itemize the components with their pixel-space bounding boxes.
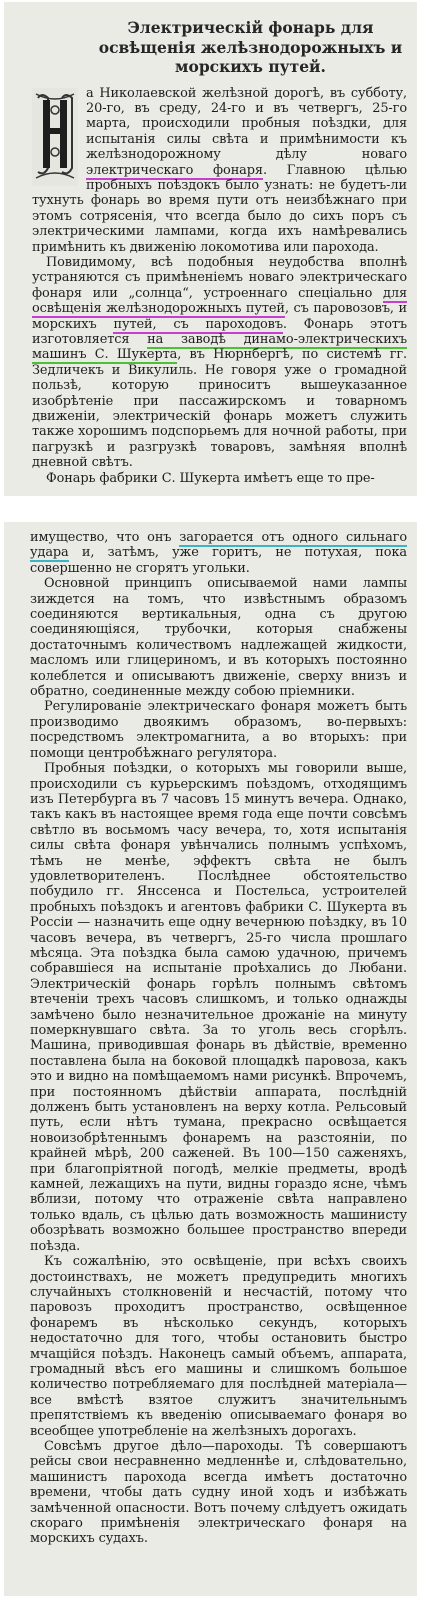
p1-text-a: а Николаевской желѣзной дорогѣ, въ субботу, 20-го, въ среду, 24-го и въ четвергъ, 25-го марта, происходили пробныя поѣздки, для испытанія силы свѣта и примѣнимости къ желѣзнодорожному дѣлу новаго <box>86 85 407 163</box>
paragraph-3-start: Фонарь фабрики С. Шукерта имѣетъ еще то пре- <box>46 470 375 486</box>
p2-text-a: Повидимому, всѣ подобныя неудобства вполнѣ устраняются съ примѣненіемъ новаго электрическаго фонаря или „солнца“, устроеннаго спеціально <box>32 254 407 301</box>
paragraph-2 <box>32 255 407 471</box>
paragraph-drawbacks: Къ сожалѣнію, это освѣщеніе, при всѣхъ своихъ достоинствахъ, не можетъ предупредить многихъ случайныхъ столкновеній и несчастій, потому что паровозъ проходитъ пространство, освѣщенное фонаремъ въ нѣсколько секундъ, которыхъ недостаточно для того, чтобы остановить быстро мчащійся поѣздъ. Наконецъ самый объемъ, аппарата, громадный вѣсъ его машины и слишкомъ большое количество потребляемаго для послѣдней матеріала—все вмѣстѣ взятое служитъ значительнымъ препятствіемъ къ введенію описываемаго фонаря во всеобщее употребленіе на желѣзныхъ дорогахъ. <box>30 1254 407 1439</box>
paragraph-test-runs: Пробныя поѣздки, о которыхъ мы говорили выше, происходили съ курьерскимъ поѣздомъ, отходящимъ изъ Петербурга въ 7 часовъ 15 минутъ вечера. Однако, такъ какъ въ настоящее время года еще почти совсѣмъ свѣтло въ восьмомъ часу вечера, то, хотя испытанія силы свѣта фонаря увѣнчались полнымъ успѣхомъ, тѣмъ не менѣе, эффектъ свѣта не былъ удовлетворителенъ. Послѣднее обстоятельство побудило гг. Янссенса и Постельса, устроителей пробныхъ поѣздокъ и агентовъ фабрики С. Шукерта въ Россіи — назначить еще одну вечернюю поѣздку, въ 10 часовъ вечера, въ четвергъ, 25-го числа прошлаго мѣсяца. Эта поѣздка была самою удачною, причемъ собравшіеся на испытаніе проѣхались до Любани. Электрическій фонарь горѣлъ полнымъ свѣтомъ втеченіи трехъ часовъ слишкомъ, и только однажды замѣчено было незначительное дрожаніе на минуту померкнувшаго свѣта. За то уголь весь сгорѣлъ. Машина, приводившая фонарь въ дѣйствіе, временно поставлена была на боковой площадкѣ паровоза, какъ это и видно на помѣщаемомъ нами рисункѣ. Впрочемъ, при постоянномъ дѣйствіи аппарата, послѣдній долженъ быть установленъ на верху котла. Рельсовый путь, если нѣтъ тумана, прекрасно освѣщается новоизобрѣтеннымъ фонаремъ на разстояніи, по крайней мѣрѣ, 200 саженей. Въ 100—150 саженяхъ, при благопріятной погодѣ, мелкіе предметы, вродѣ камней, лежащихъ на пути, видны гораздо ясне, чѣмъ вблизи, потому что отраженіе свѣта направлено только вдаль, съ цѣлью дать возможность машинисту обозрѣвать возможно большее пространство впереди поѣзда. <box>30 761 407 1254</box>
highlight-schuckert-factory: на заводѣ динамо-электрическихъ машинъ С. Шукерта <box>32 332 407 363</box>
paragraph-continuation <box>30 530 407 576</box>
p2-text-b: , съ паровозовъ, и морскихъ <box>32 301 408 332</box>
article-clipping-top <box>4 2 417 496</box>
highlight-electric-lantern: электрическаго фонаря <box>86 162 263 178</box>
paragraph-regulation: Регулированіе электрическаго фонаря можетъ быть производимо двоякимъ образомъ, во-первыхъ: посредствомъ электромагнита, а во вторыхъ: при помощи центробѣжнаго регулятора. <box>30 699 407 761</box>
svg-text:Н: Н <box>50 135 60 147</box>
p4-text-b: и, затѣмъ, уже горитъ, не потухая, пока совершенно не сгорятъ угольки. <box>30 545 407 576</box>
highlight-railway-lighting: для освѣщенія желѣзнодорожныхъ путей <box>32 285 407 317</box>
paragraph-steamers: Совсѣмъ другое дѣло—пароходы. Тѣ совершаютъ рейсы свои несравненно медленнѣе и, слѣдовательно, машинистъ парохода всегда имѣетъ достаточно времени, чтобы дать судну иной ходъ и избѣжать замѣченной опасности. Вотъ почему слѣдуетъ ожидать скораго примѣненія электрическаго фонаря на морскихъ судахъ. <box>30 1438 407 1547</box>
article-body-bottom <box>30 530 407 1547</box>
article-body-top <box>32 86 407 487</box>
paragraph-principle: Основной принципъ описываемой нами лампы зиждется на томъ, что извѣстнымъ образомъ соединяются вертикальныя, одна съ другою соединяющіяся, трубочки, которыя снабжены достаточнымъ количествомъ надлежащей жидкости, масломъ или глицериномъ, и въ которыхъ постоянно колеблется и описываютъ движеніе, сверху внизъ и обратно, соединенные между собою пріемники. <box>30 576 407 700</box>
article-clipping-bottom <box>4 522 417 1596</box>
article-title: Электрическій фонарь для освѣщенія желѣзнодорожныхъ и морскихъ путей. <box>98 18 403 76</box>
p4-text-a: имущество, что онъ <box>30 530 172 545</box>
highlight-strong-strike: загорается отъ одного сильнаго удара <box>30 530 408 561</box>
p1-text-b: . Главною цѣлью пробныхъ поѣздокъ было узнать: не будетъ-ли тухнуть фонарь во время пути отъ неизбѣжнаго при этомъ сотрясенія, что всегда было до сихъ поръ съ электрическими лампами, когда ихъ намѣревались примѣнить къ движенію локомотива или парохода. <box>32 162 407 255</box>
highlight-steamer-routes: путей, съ пароходовъ <box>113 316 283 332</box>
paragraph-1 <box>32 86 407 255</box>
p2-text-c: . Фонарь этотъ изготовляется <box>32 316 407 347</box>
p2-text-d: , въ Нюрнбергѣ, по системѣ гг. Зедличекъ и Викулиль. Не говоря уже о громадной пользѣ, которую приноситъ вышеуказанное изобрѣтеніе при пассажирскомъ и товарномъ движеніи, электрическій фонарь можетъ служить также хорошимъ подспорьемъ для ночной работы, при пагрузкѣ и разгрузкѣ товаровъ, замѣняя вполнѣ дневной свѣтъ. <box>32 347 407 471</box>
ornamental-dropcap <box>32 88 78 186</box>
